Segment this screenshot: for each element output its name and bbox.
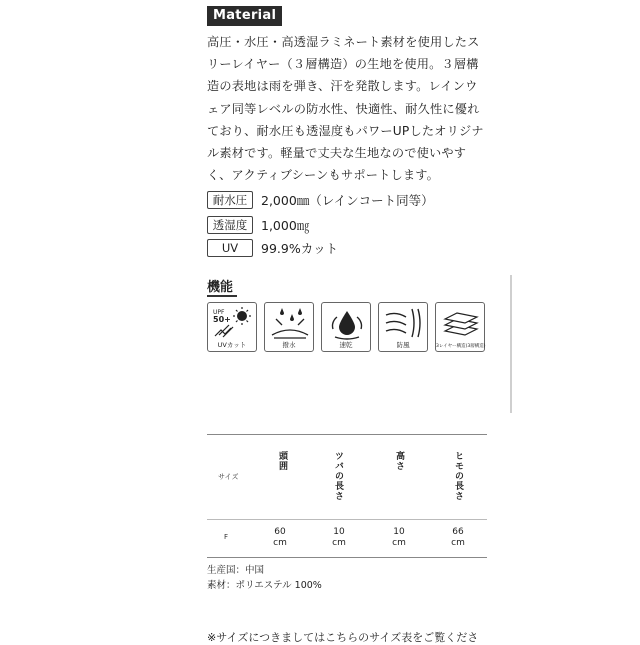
icon-caption: 撥水 [282, 341, 296, 349]
description-line: ェア同等レベルの防水性、快適性、耐久性に優れ [207, 101, 480, 116]
svg-text:50+: 50+ [213, 315, 231, 324]
spec-label: UV [207, 239, 253, 257]
fabric-composition: 素材：ポリエステル 100% [207, 580, 322, 591]
description-line: ル素材です。軽量で丈夫な生地なので使いやす [207, 146, 467, 161]
spec-water-resistance [207, 191, 434, 209]
windproof-icon [378, 302, 428, 352]
function-title: 機能 [207, 280, 234, 295]
value-number: 66 [452, 527, 464, 537]
spec-uv [207, 239, 338, 257]
description-line: ており、耐水圧も透湿度もパワーUPしたオリジナ [207, 123, 484, 138]
spec-value: 2,000㎜（レインコート同等） [261, 193, 434, 208]
page-divider-line [510, 275, 512, 413]
spec-value: 99.9%カット [261, 241, 339, 256]
svg-text:UPF: UPF [213, 309, 225, 316]
size-col-head-cord-length: ヒモの長さ [453, 451, 463, 501]
size-col-head-height: 高さ [394, 451, 404, 471]
description-line: リーレイヤー（３層構造）の生地を使用。３層構 [207, 57, 479, 72]
value-unit: cm [451, 538, 465, 548]
size-table-top-border [207, 434, 487, 435]
spec-label: 透湿度 [207, 216, 253, 234]
country-of-origin: 生産国：中国 [207, 565, 265, 576]
size-value-height [384, 527, 414, 549]
size-label: F [224, 533, 229, 541]
icon-caption: UVカット [217, 341, 247, 349]
material-description [207, 31, 497, 186]
icon-caption: 3レイヤー構造(3層構造) [436, 344, 486, 349]
quick-dry-icon [321, 302, 371, 352]
function-title-underline [207, 295, 237, 297]
value-number: 10 [333, 527, 345, 537]
value-unit: cm [273, 538, 287, 548]
description-line: 高圧・水圧・高透湿ラミネート素材を使用したス [207, 35, 480, 49]
value-number: 10 [393, 527, 405, 537]
description-line: く、アクティブシーンもサポートします。 [207, 168, 440, 183]
size-col-head-brim-length: ツバの長さ [333, 451, 343, 501]
size-value-circumference [265, 527, 295, 549]
icon-caption: 防風 [396, 341, 410, 349]
material-badge: Material [207, 6, 282, 26]
size-table-mid-border [207, 519, 487, 520]
spec-breathability [207, 216, 309, 234]
spec-label: 耐水圧 [207, 191, 253, 209]
layer-structure-icon [435, 302, 485, 352]
value-unit: cm [392, 538, 406, 548]
water-repellent-icon [264, 302, 314, 352]
value-number: 60 [274, 527, 286, 537]
size-col-head-circumference: 頭囲 [277, 451, 287, 471]
size-value-cord-length [443, 527, 473, 549]
size-table-row-header: サイズ [218, 473, 239, 481]
uv-cut-icon [207, 302, 257, 352]
size-value-brim-length [324, 527, 354, 549]
size-table-bottom-border [207, 557, 487, 558]
description-line: 造の表地は雨を弾き、汗を発散します。レインウ [207, 79, 478, 94]
spec-value: 1,000㎎ [261, 218, 310, 233]
icon-caption: 速乾 [339, 341, 353, 349]
function-icons [207, 302, 485, 352]
value-unit: cm [332, 538, 346, 548]
size-notice: ※サイズにつきましてはこちらのサイズ表をご覧くださ [207, 631, 479, 644]
